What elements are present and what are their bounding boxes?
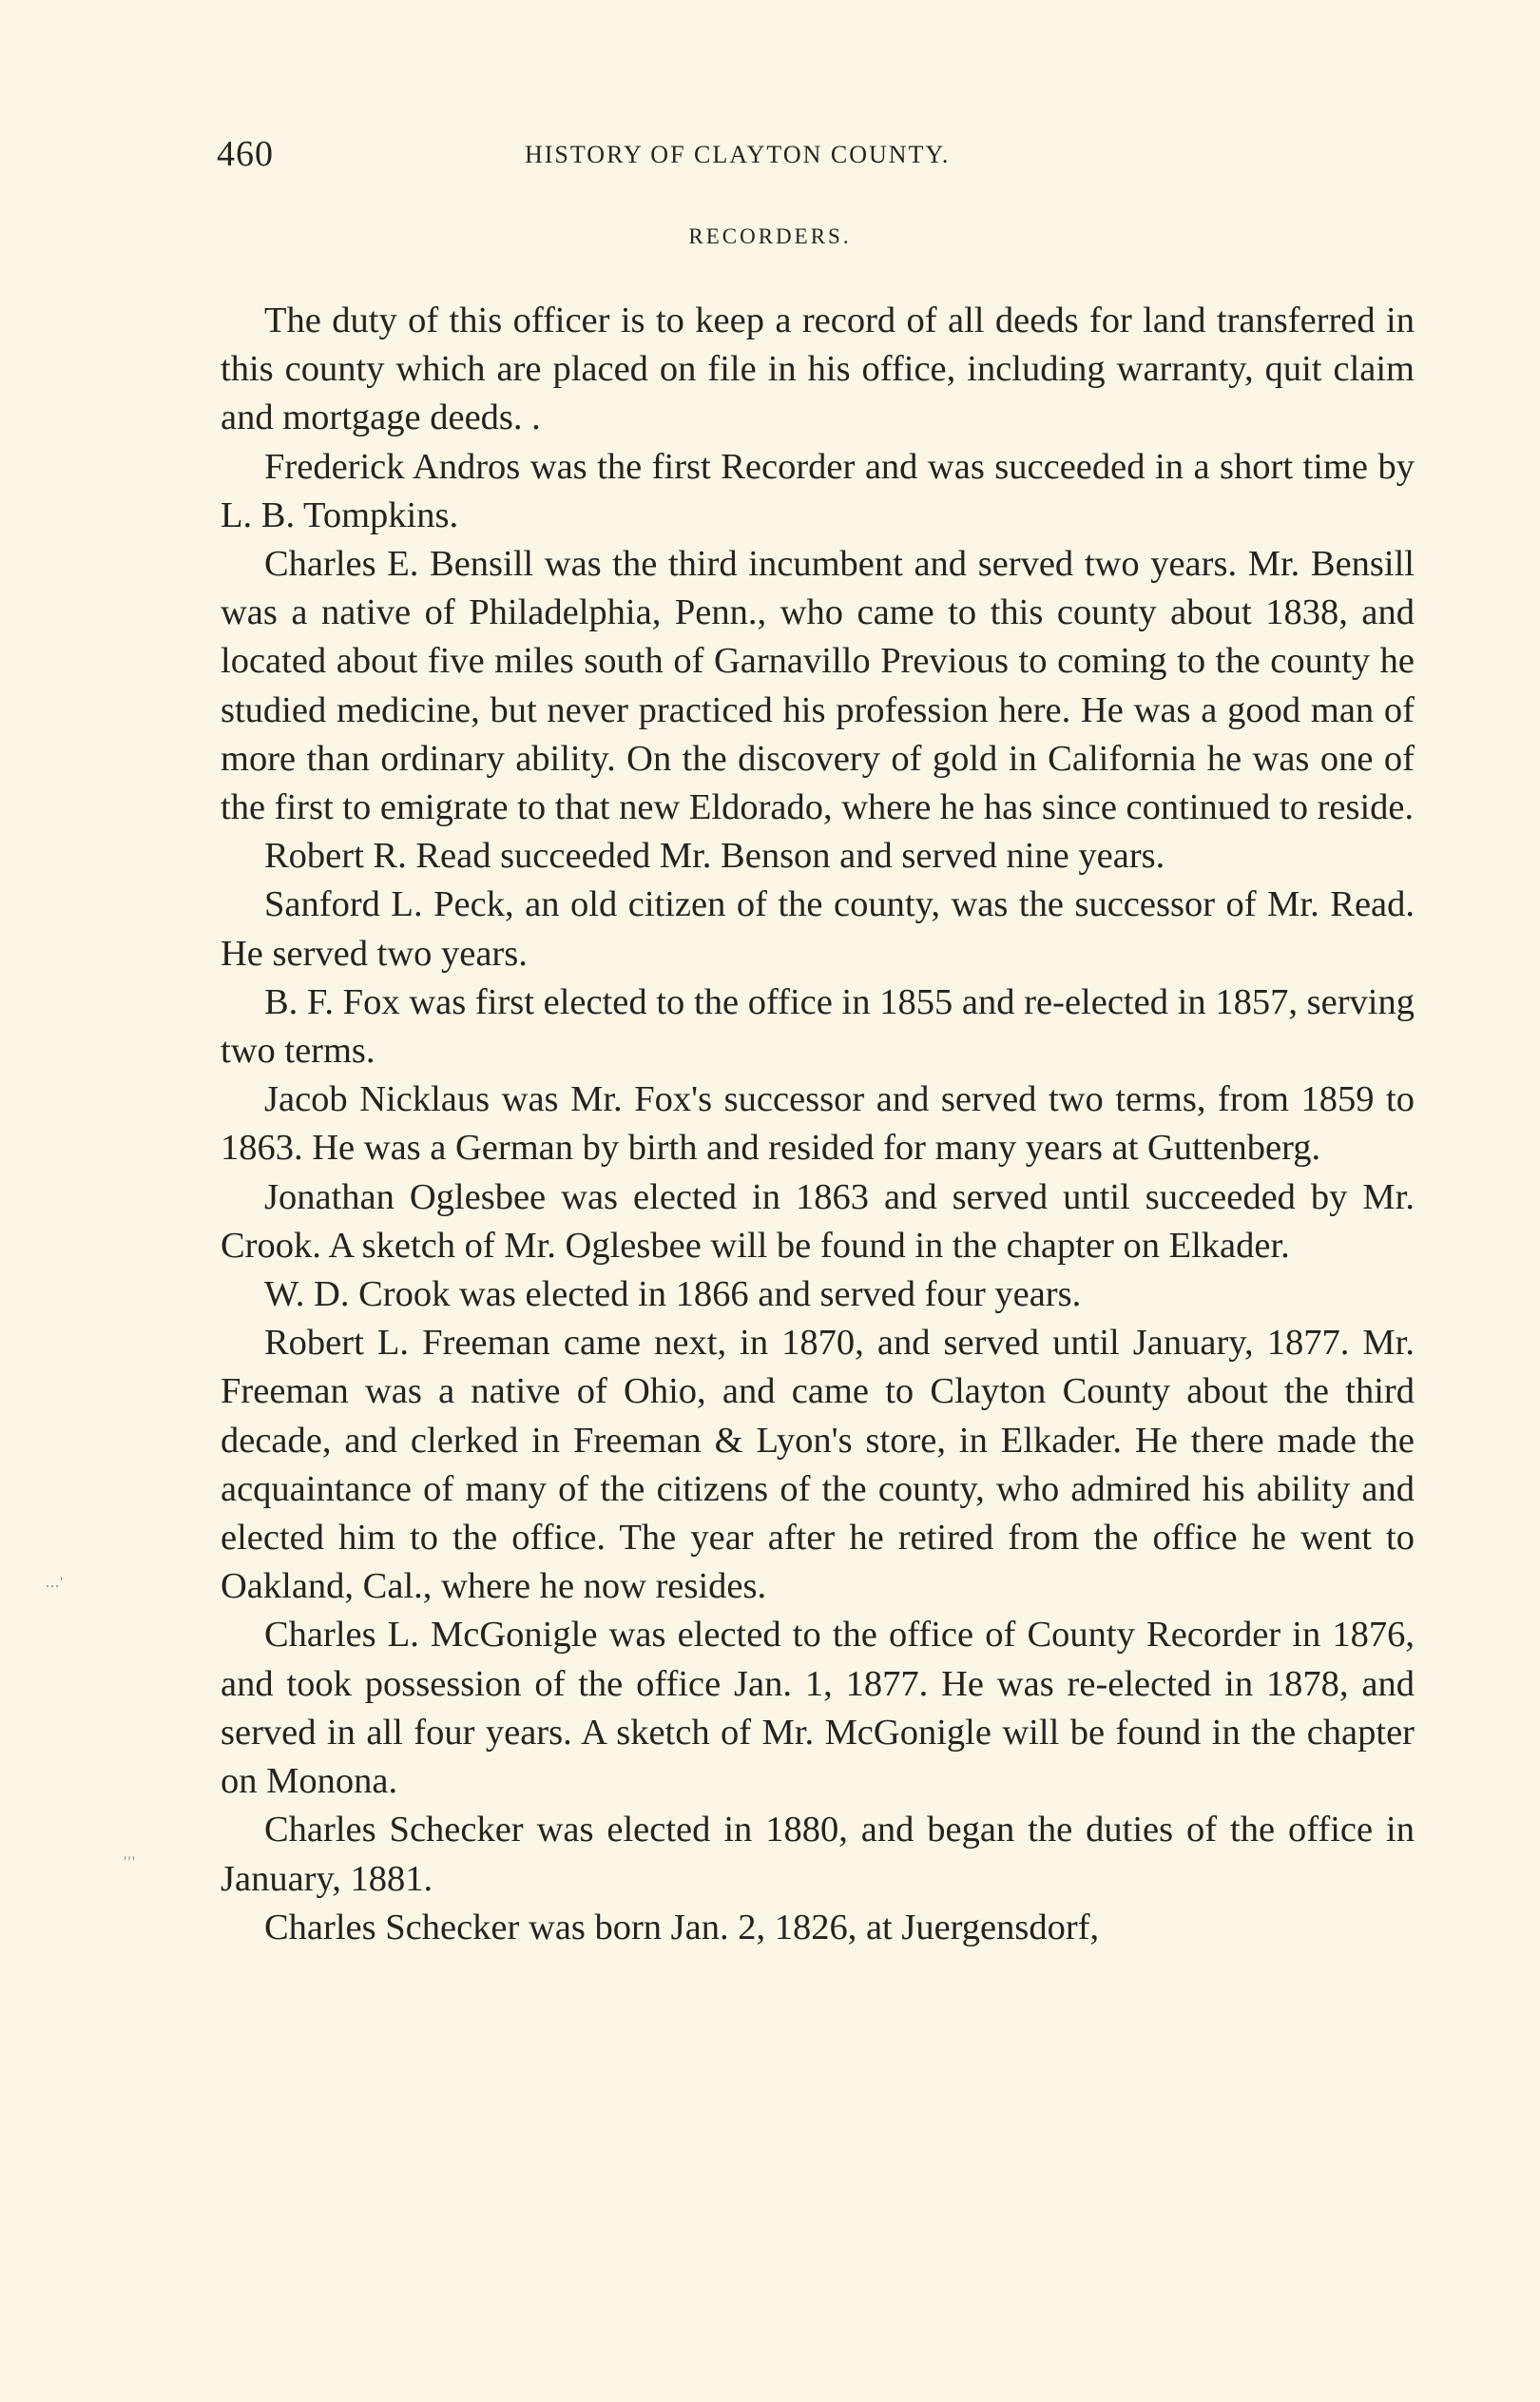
paragraph: Sanford L. Peck, an old citizen of the county, was the successor of Mr. Read. He served two years. — [221, 884, 1415, 974]
paragraph: B. F. Fox was first elected to the office in 1855 and re-elected in 1857, serving two terms. — [221, 981, 1415, 1072]
paragraph: The duty of this officer is to keep a record of all deeds for land transferred in this county which are placed on file in his office, including warranty, quit claim and mortgage deeds. . — [221, 300, 1415, 438]
paragraph: Jonathan Oglesbee was elected in 1863 and served until succeeded by Mr. Crook. A sketch of Mr. Oglesbee will be found in the chapter on Elkader. — [221, 1176, 1415, 1266]
paragraph: Charles Schecker was born Jan. 2, 1826, at Juergensdorf, — [264, 1907, 1100, 1947]
paragraph: Charles L. McGonigle was elected to the office of County Recorder in 1876, and took possession of the office Jan. 1, 1877. He was re-elected in 1878, and served in all four years. A sketch of Mr. McGonigle will be found in the chapter on Monona. — [221, 1615, 1415, 1802]
margin-mark: ′′' — [124, 1854, 136, 1870]
page-number: 460 — [217, 134, 274, 174]
paragraph: Charles Schecker was elected in 1880, and began the duties of the office in January, 1881. — [221, 1810, 1415, 1899]
paragraph: Robert R. Read succeeded Mr. Benson and served nine years. — [264, 836, 1165, 877]
paragraph: Frederick Andros was the first Recorder and was succeeded in a short time by L. B. Tompkins. — [221, 446, 1415, 535]
paragraph: Jacob Nicklaus was Mr. Fox's successor and served two terms, from 1859 to 1863. He was a German by birth and resided for many years at Guttenberg. — [221, 1079, 1415, 1169]
running-head: HISTORY OF CLAYTON COUNTY. — [525, 141, 951, 168]
paragraph: W. D. Crook was elected in 1866 and served four years. — [264, 1274, 1082, 1315]
body-text — [221, 297, 1415, 1952]
paragraph: Charles E. Bensill was the third incumbent and served two years. Mr. Bensill was a native of Philadelphia, Penn., who came to this county about 1838, and located about five miles south of Garnavillo Previous to coming to the county he studied medicine, but never practiced his profession here. He was a good man of more than ordinary ability. On the discovery of gold in California he was one of the first to emigrate to that new Eldorado, where he has since continued to reside. — [221, 544, 1415, 828]
margin-mark: ...' — [46, 1575, 64, 1591]
section-title: RECORDERS. — [688, 224, 852, 248]
paragraph: Robert L. Freeman came next, in 1870, and served until January, 1877. Mr. Freeman was a native of Ohio, and came to Clayton County about the third decade, and clerked in Freeman & Lyon's store, in Elkader. He there made the acquaintance of many of the citizens of the county, who admired his ability and elected him to the office. The year after he retired from the office he went to Oakland, Cal., where he now resides. — [221, 1323, 1415, 1607]
